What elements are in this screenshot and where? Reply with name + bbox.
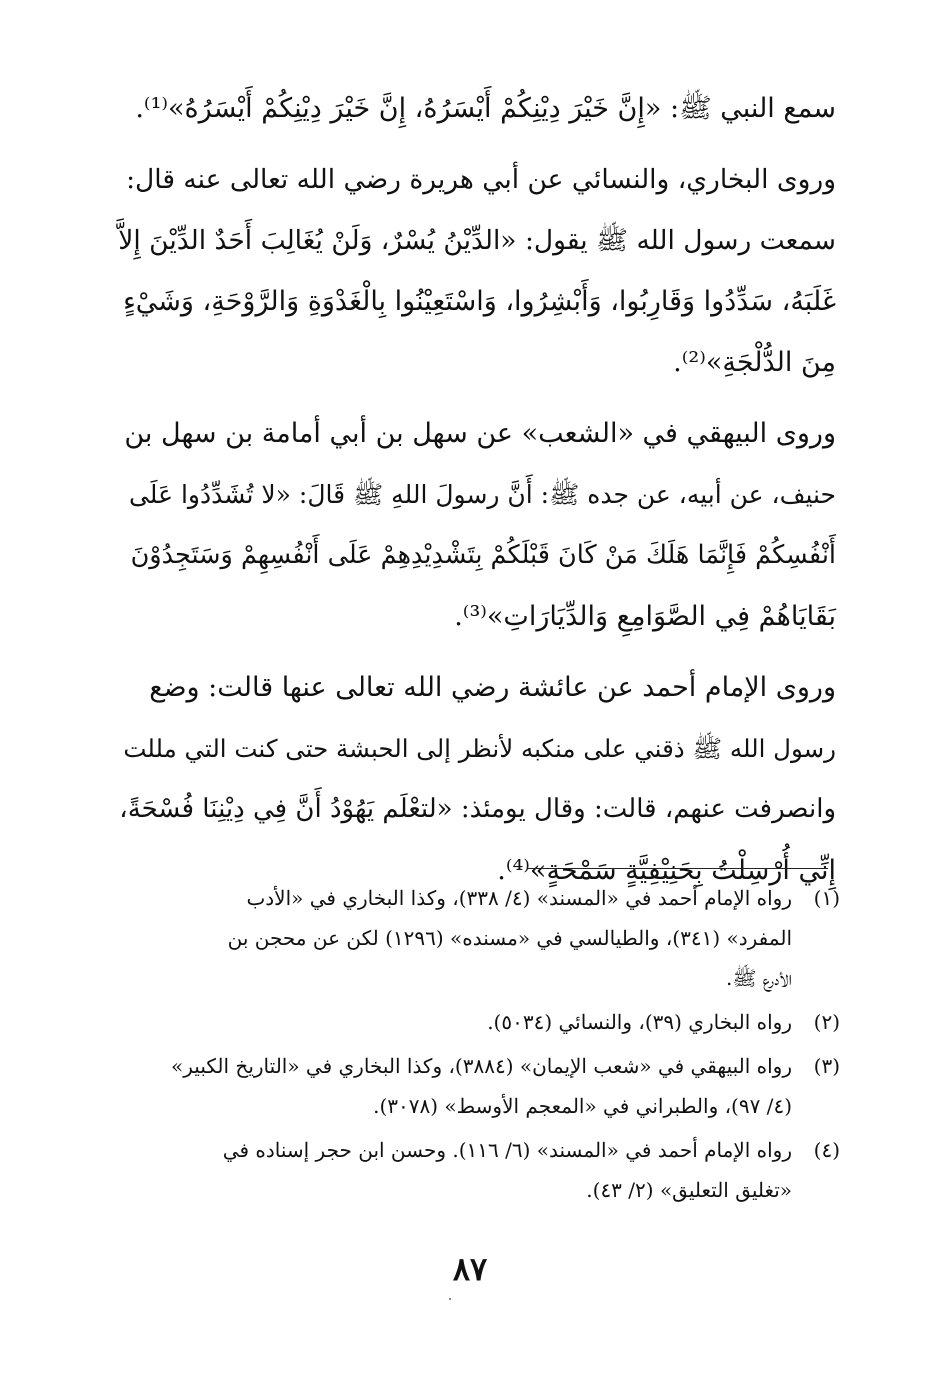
paragraph <box>118 149 836 393</box>
footnote <box>115 878 840 998</box>
text-line: غَلَبَهُ، سَدِّدُوا وَقَارِبُوا، وَأَبْشِرُوا، وَاسْتَعِيْنُوا بِالْغَدْوَةِ وَالرَّوْحَةِ، وَشَيْءٍ <box>123 286 836 317</box>
footnote-line: رواه البخاري (٣٩)، والنسائي (٥٠٣٤). <box>487 1010 792 1034</box>
paragraph <box>118 657 836 901</box>
text-line: مِنَ الدُّلْجَةِ»⁽²⁾. <box>673 347 836 378</box>
text-line: وروى الإمام أحمد عن عائشة رضي الله تعالى عنها قالت: وضع <box>149 672 836 703</box>
paragraph <box>118 403 836 647</box>
footnote-number: (٤) <box>813 1138 840 1162</box>
footnote-line: المفرد» (٣٤١)، والطيالسي في «مسنده» (١٢٩٦) لكن عن محجن بن <box>227 926 792 950</box>
footnote-line: «تغليق التعليق» (٢/ ٤٣). <box>586 1178 792 1202</box>
text-line: رسول الله ﷺ ذقني على منكبه لأنظر إلى الحبشة حتى كنت التي مللت <box>123 734 836 763</box>
paragraph <box>118 78 836 139</box>
footnote <box>115 1046 840 1126</box>
text-line: سمعت رسول الله ﷺ يقول: «الدِّيْنُ يُسْرٌ، وَلَنْ يُغَالِبَ أَحَدٌ الدِّيْنَ إِلاَّ <box>118 225 836 256</box>
text-line: وروى البخاري، والنسائي عن أبي هريرة رضي الله تعالى عنه قال: <box>126 164 836 195</box>
text-line: إِنِّي أُرْسِلْتُ بِحَنِيْفِيَّةٍ سَمْحَةٍ»⁽⁴⁾. <box>497 855 836 886</box>
footnote-text <box>115 878 792 998</box>
footnote <box>115 1002 840 1042</box>
footnote-number: (١) <box>813 886 840 910</box>
text-line: سمع النبي ﷺ: «إِنَّ خَيْرَ دِيْنِكُمْ أَيْسَرُهُ، إِنَّ خَيْرَ دِيْنِكُمْ أَيْسَرُهُ»⁽¹⁾. <box>135 93 836 124</box>
text-line: أَنْفُسِكُمْ فَإِنَّمَا هَلَكَ مَنْ كَانَ قَبْلَكُمْ بِتَشْدِيْدِهِمْ عَلَى أَنْفُسِهِمْ وَسَتَجِدُوْنَ <box>130 540 836 570</box>
footnote-line: الأدرع ﷺ. <box>725 966 792 990</box>
text-line: وانصرفت عنهم، قالت: وقال يومئذ: «لتعْلَم يَهُوْدُ أَنَّ فِي دِيْنِنَا فُسْحَةً، <box>119 794 836 824</box>
print-speck <box>449 1298 451 1300</box>
main-text <box>118 78 836 911</box>
footnote-line: رواه الإمام أحمد في «المسند» (٤/ ٣٣٨)، وكذا البخاري في «الأدب <box>246 886 792 910</box>
footnote-text <box>115 1046 792 1126</box>
footnote-number: (٢) <box>813 1010 840 1034</box>
footnote <box>115 1130 840 1210</box>
footnote-divider <box>528 868 828 869</box>
footnote-number: (٣) <box>813 1054 840 1078</box>
page-number: ٨٧ <box>452 1250 488 1288</box>
text-line: بَقَايَاهُمْ فِي الصَّوَامِعِ وَالدِّيَارَاتِ»⁽³⁾. <box>454 601 836 632</box>
footnote-line: رواه الإمام أحمد في «المسند» (٦/ ١١٦). وحسن ابن حجر إسناده في <box>222 1138 792 1162</box>
text-line: وروى البيهقي في «الشعب» عن سهل بن أبي أمامة بن سهل بن <box>124 418 836 449</box>
footnote-line: (٤/ ٩٧)، والطبراني في «المعجم الأوسط» (٣٠٧٨). <box>373 1094 792 1118</box>
footnote-line: رواه البيهقي في «شعب الإيمان» (٣٨٨٤)، وكذا البخاري في «التاريخ الكبير» <box>171 1054 792 1078</box>
footnote-text <box>115 1130 792 1210</box>
text-line: حنيف، عن أبيه، عن جده ﷺ: أَنَّ رسولَ اللهِ ﷺ قَالَ: «لا تُشَدِّدُوا عَلَى <box>128 480 836 509</box>
footnote-text <box>115 1002 792 1042</box>
footnotes <box>115 878 840 1214</box>
